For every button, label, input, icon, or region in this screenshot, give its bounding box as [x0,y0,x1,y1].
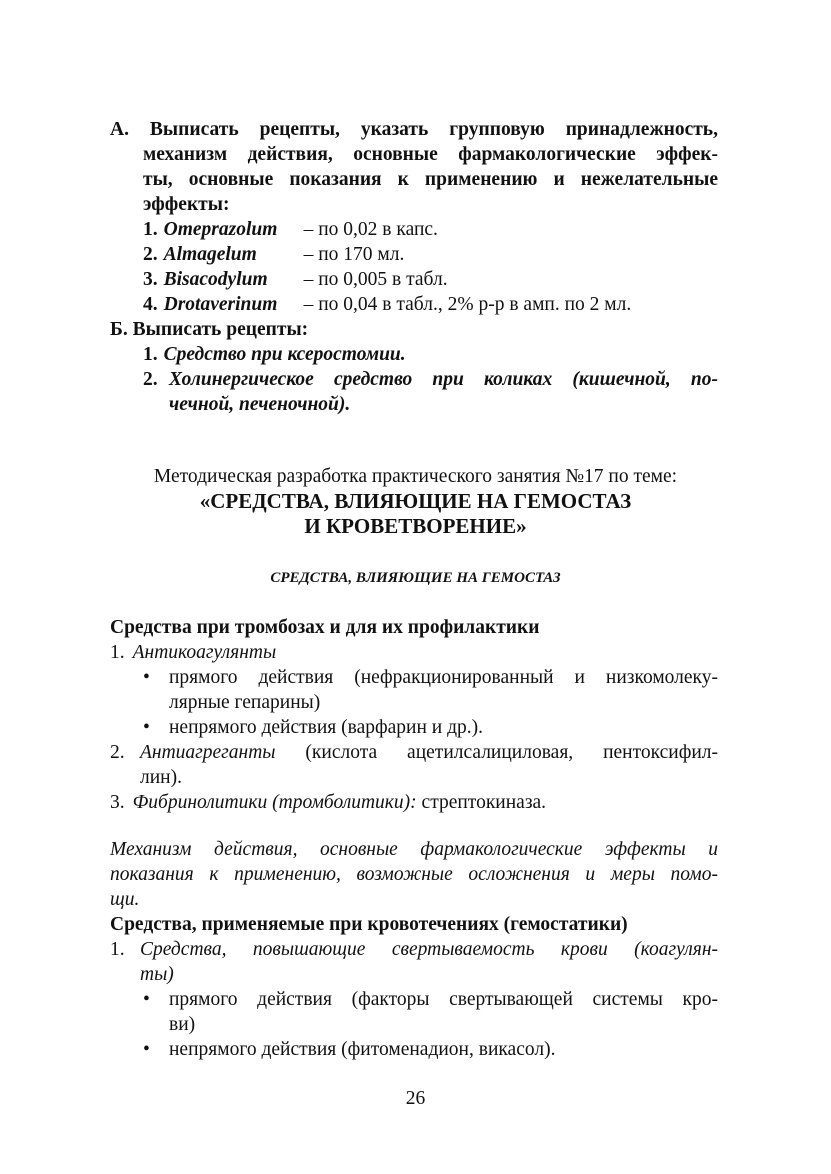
section-b-item-1 [143,342,406,367]
item-number: 2. [143,244,158,265]
hemostatics-bullet-2: непрямого действия (фитоменадион, викасол). [169,1039,556,1060]
lesson-title-line-1: «СРЕДСТВА, ВЛИЯЮЩИЕ НА ГЕМОСТАЗ [199,489,632,513]
thrombosis-bullet-1-line-2: лярные гепарины) [169,692,321,713]
section-b-item-2-line-2: чечной, печеночной). [169,394,351,415]
thrombosis-bullet-1-line-1: прямого действия (нефракционированный и низкомолеку- [169,667,718,688]
item-number: 1. [110,642,125,663]
bullet-icon: • [143,667,150,688]
mechanism-line-3: щи. [110,889,140,910]
item-number: 3. [110,792,125,813]
lesson-title-line-2: И КРОВЕТВОРЕНИЕ» [304,514,527,538]
thrombosis-item-3 [110,790,546,815]
drug-dose: – по 0,005 в табл. [303,269,448,290]
hemostatics-bullet-1-line-1: прямого действия (факторы свертывающей системы кро- [169,989,718,1010]
hemostatics-item-1-line-1: Средства, повышающие свертываемость крови (коагулян- [140,939,718,960]
hemostatics-heading: Средства, применяемые при кровотечениях (гемостатики) [110,914,628,935]
section-subtitle: СРЕДСТВА, ВЛИЯЮЩИЕ НА ГЕМОСТАЗ [270,570,561,586]
bullet-icon: • [143,1039,150,1060]
hemostatics-item-1-number: 1. [110,939,125,960]
drug-dose: – по 0,04 в табл., 2% р-р в амп. по 2 мл. [303,294,632,315]
item-rest: (кислота ацетилсалициловая, пентоксифил- [275,742,718,763]
section-a-heading-line-3: ты, основные показания к применению и нежелательные [143,169,718,190]
section-b-item-2-number [143,367,158,392]
drug-name: Omeprazolum [163,219,278,240]
item-name: Фибринолитики (тромболитики): [132,792,417,813]
item-text: Антикоагулянты [132,642,277,663]
thrombosis-item-1 [110,640,276,665]
prescription-item-2 [143,242,404,267]
drug-dose: – по 170 мл. [303,244,405,265]
item-number: 4. [143,294,158,315]
section-a-heading-line-4: эффекты: [143,194,230,215]
thrombosis-item-2-line-2: лин). [140,767,182,788]
lesson-intro: Методическая разработка практического занятия №17 по теме: [153,466,678,487]
section-a-heading-line-1: А. Выписать рецепты, указать групповую принадлежность, [110,119,718,140]
item-number: 1. [143,219,158,240]
bullet-icon: • [143,989,150,1010]
mechanism-line-1: Механизм действия, основные фармакологические эффекты и [110,839,718,860]
thrombosis-item-2-line-1 [140,740,718,765]
section-b-item-2-line-1: Холинергическое средство при коликах (кишечной, по- [169,369,718,390]
item-text: Средство при ксеростомии. [163,344,406,365]
item-number: 1. [143,344,158,365]
mechanism-line-2: показания к применению, возможные осложнения и меры помо- [110,864,718,885]
item-number: 2. [143,369,158,390]
hemostatics-item-1-line-2: ты) [140,964,174,985]
drug-name: Drotaverinum [163,294,278,315]
prescription-item-1 [143,217,438,242]
drug-name: Bisacodylum [163,269,268,290]
thrombosis-heading: Средства при тромбозах и для их профилактики [110,617,540,638]
prescription-item-4 [143,292,631,317]
drug-dose: – по 0,02 в капс. [303,219,438,240]
item-name: Антиагреганты [140,742,276,763]
prescription-item-3 [143,267,448,292]
section-a-heading-line-2: механизм действия, основные фармакологические эффек- [143,144,718,165]
hemostatics-bullet-1-line-2: ви) [169,1014,196,1035]
page-number: 26 [405,1088,426,1109]
bullet-icon: • [143,717,150,738]
section-b-heading: Б. Выписать рецепты: [110,319,309,340]
thrombosis-item-2-number: 2. [110,742,125,763]
drug-name: Almagelum [163,244,257,265]
item-rest: стрептокиназа. [416,792,547,813]
item-number: 3. [143,269,158,290]
thrombosis-bullet-2: непрямого действия (варфарин и др.). [169,717,484,738]
